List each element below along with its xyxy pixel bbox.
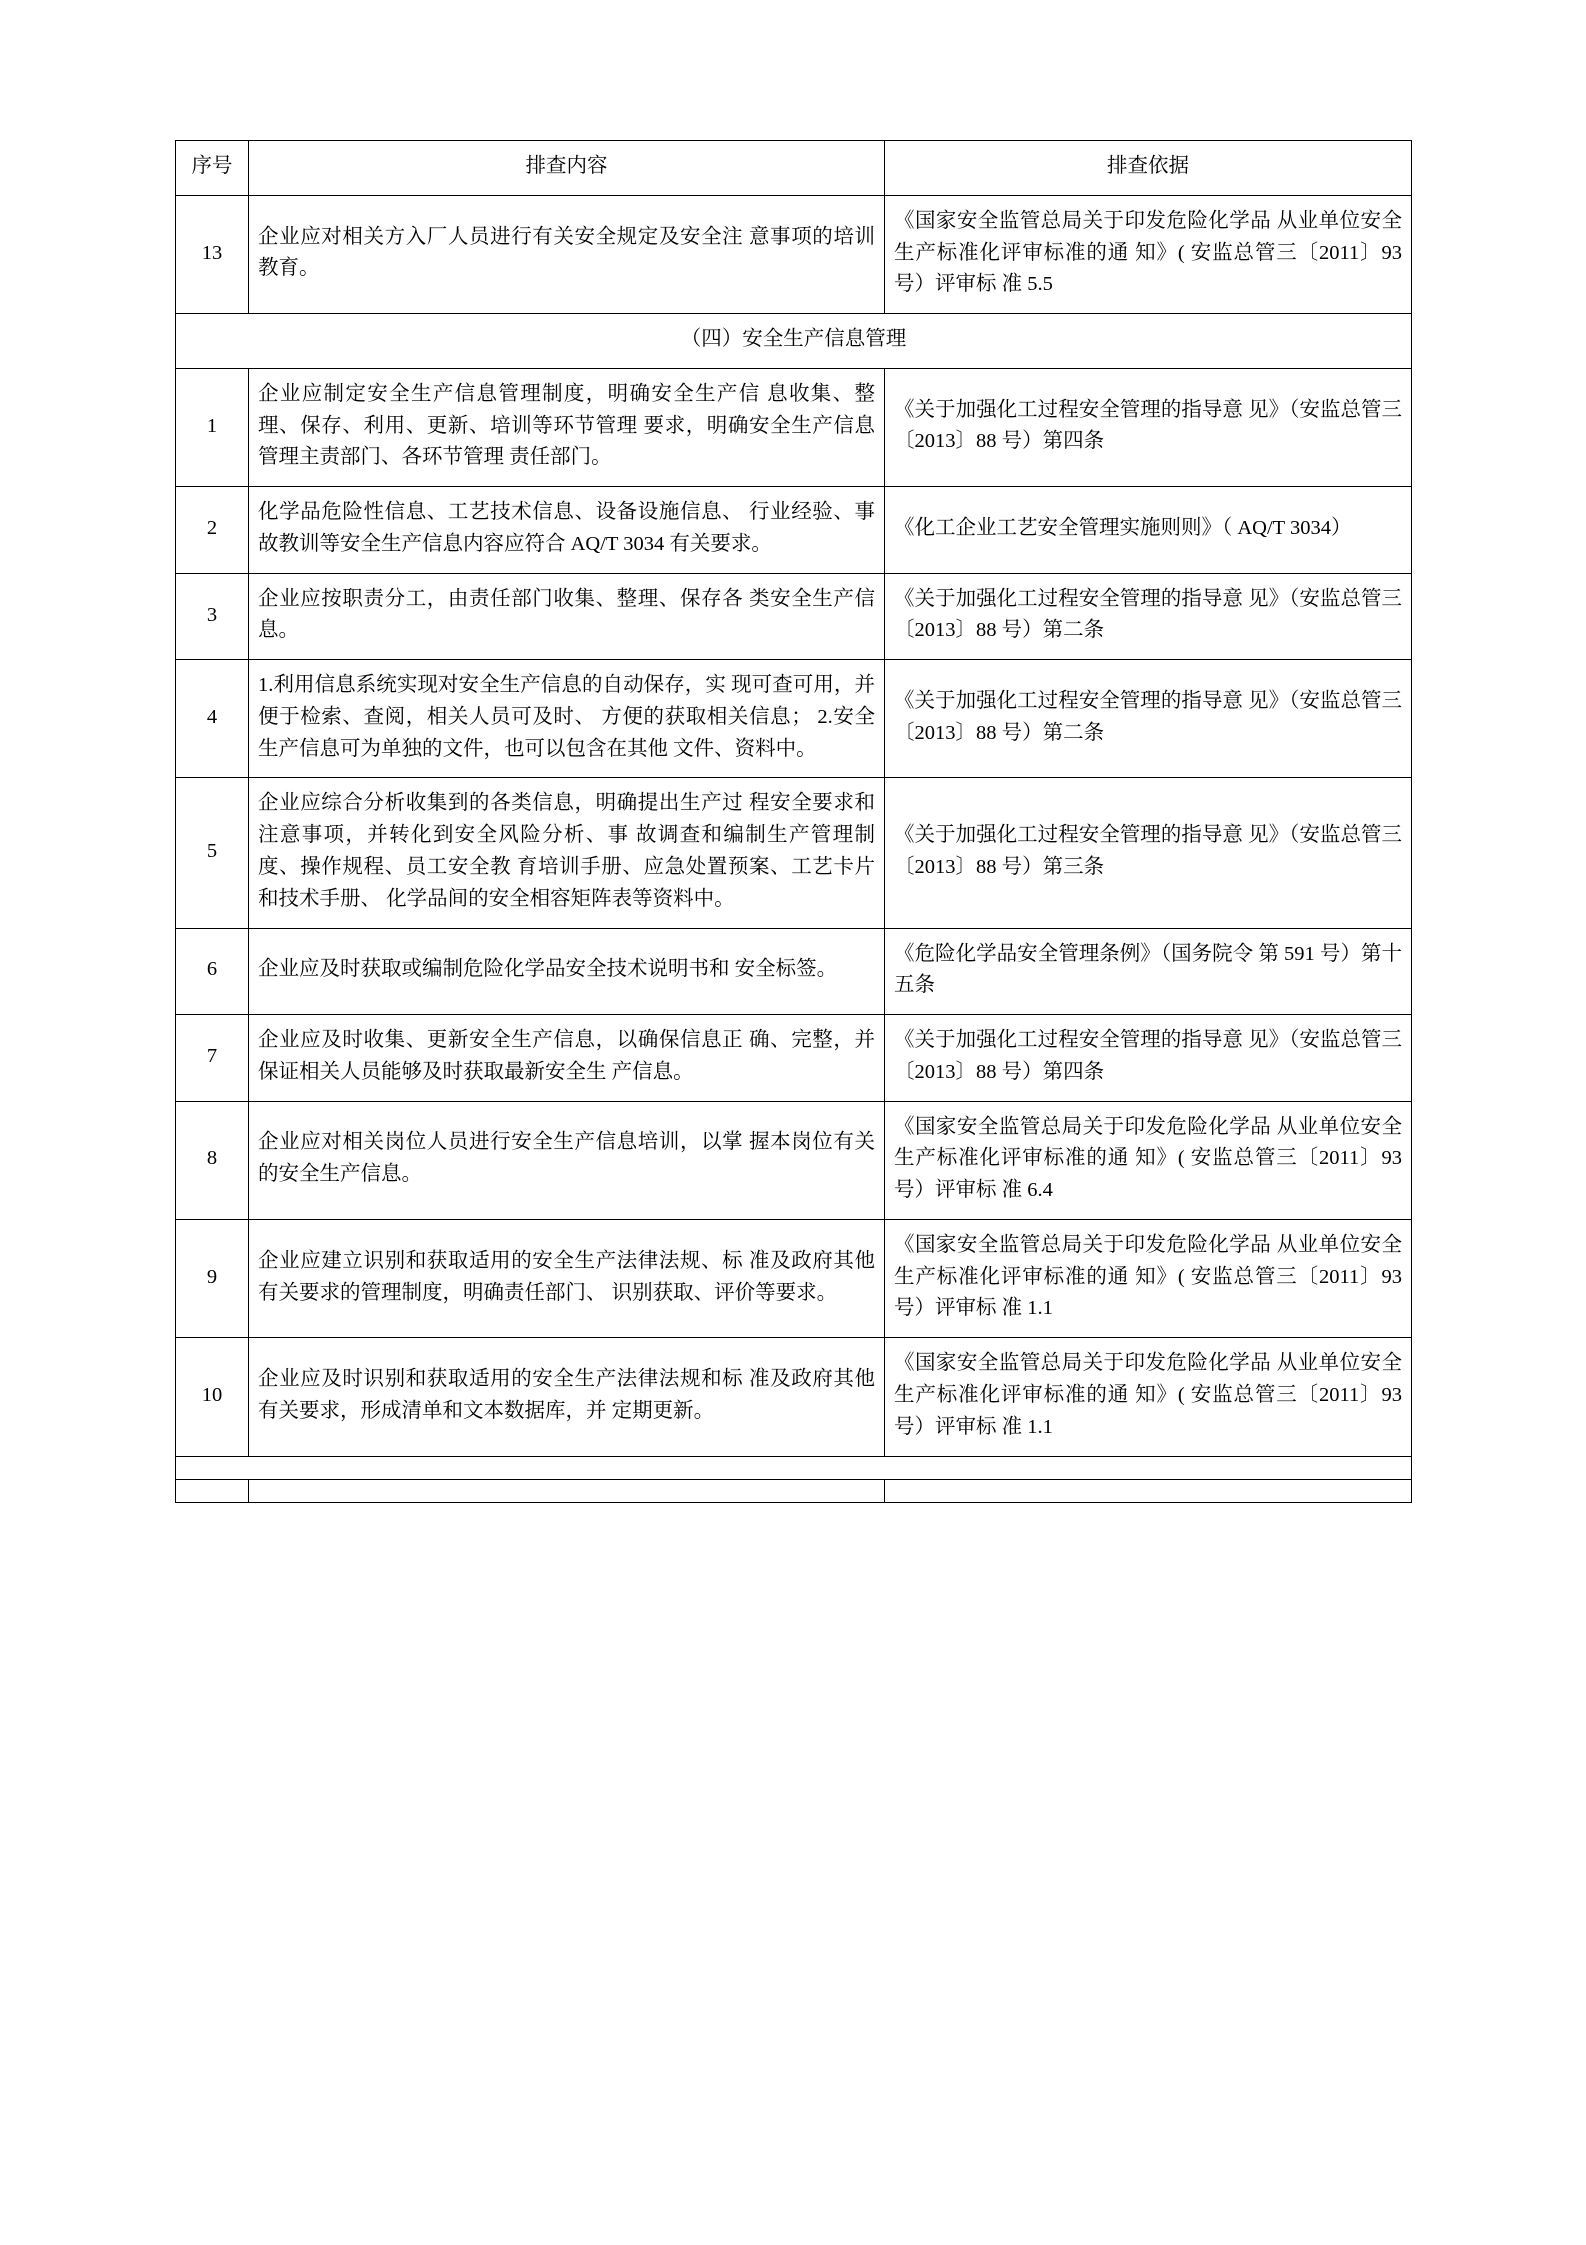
row-content: 企业应及时收集、更新安全生产信息，以确保信息正 确、完整，并保证相关人员能够及时获取最新安全生 产信息。 [249, 1015, 885, 1102]
table-header [176, 141, 1412, 196]
row-no: 7 [176, 1015, 249, 1102]
row-basis [885, 1479, 1412, 1502]
row-content: 企业应及时获取或编制危险化学品安全技术说明书和 安全标签。 [249, 928, 885, 1015]
row-basis: 《国家安全监管总局关于印发危险化学品 从业单位安全生产标准化评审标准的通 知》( 安监总管三〔2011〕93 号）评审标 准 1.1 [885, 1338, 1412, 1456]
table-row [176, 660, 1412, 778]
section-title [176, 1456, 1412, 1479]
table-row [176, 928, 1412, 1015]
row-basis: 《关于加强化工过程安全管理的指导意 见》（安监总管三〔2013〕88 号）第四条 [885, 368, 1412, 486]
row-no: 3 [176, 573, 249, 660]
row-no: 10 [176, 1338, 249, 1456]
table-row [176, 1015, 1412, 1102]
row-no: 1 [176, 368, 249, 486]
row-content: 企业应对相关岗位人员进行安全生产信息培训，以掌 握本岗位有关的安全生产信息。 [249, 1101, 885, 1219]
table-row [176, 778, 1412, 928]
row-basis: 《关于加强化工过程安全管理的指导意 见》（安监总管三〔2013〕88 号）第四条 [885, 1015, 1412, 1102]
row-basis: 《关于加强化工过程安全管理的指导意 见》（安监总管三〔2013〕88 号）第三条 [885, 778, 1412, 928]
table-row [176, 1219, 1412, 1337]
row-content: 1.利用信息系统实现对安全生产信息的自动保存，实 现可查可用，并便于检索、查阅，相关人员可及时、 方便的获取相关信息； 2.安全生产信息可为单独的文件，也可以包含在其他 文件、资料中。 [249, 660, 885, 778]
section-row [176, 314, 1412, 369]
row-basis: 《关于加强化工过程安全管理的指导意 见》（安监总管三〔2013〕88 号）第二条 [885, 660, 1412, 778]
row-basis: 《国家安全监管总局关于印发危险化学品 从业单位安全生产标准化评审标准的通 知》( 安监总管三〔2011〕93 号）评审标 准 1.1 [885, 1219, 1412, 1337]
row-content: 企业应对相关方入厂人员进行有关安全规定及安全注 意事项的培训教育。 [249, 195, 885, 313]
row-no: 2 [176, 487, 249, 574]
header-cell-content: 排查内容 [249, 141, 885, 196]
row-content [249, 1479, 885, 1502]
row-content: 企业应制定安全生产信息管理制度，明确安全生产信 息收集、整理、保存、利用、更新、培训等环节管理 要求，明确安全生产信息管理主责部门、各环节管理 责任部门。 [249, 368, 885, 486]
row-basis: 《关于加强化工过程安全管理的指导意 见》（安监总管三〔2013〕88 号）第二条 [885, 573, 1412, 660]
row-basis: 《化工企业工艺安全管理实施则则》（ AQ/T 3034） [885, 487, 1412, 574]
table-row [176, 573, 1412, 660]
row-basis: 《国家安全监管总局关于印发危险化学品 从业单位安全生产标准化评审标准的通 知》( 安监总管三〔2011〕93 号）评审标 准 5.5 [885, 195, 1412, 313]
table-row [176, 195, 1412, 313]
header-cell-basis: 排查依据 [885, 141, 1412, 196]
row-no: 5 [176, 778, 249, 928]
row-content: 化学品危险性信息、工艺技术信息、设备设施信息、 行业经验、事故教训等安全生产信息内容应符合 AQ/T 3034 有关要求。 [249, 487, 885, 574]
row-no: 6 [176, 928, 249, 1015]
header-cell-no: 序号 [176, 141, 249, 196]
table-row [176, 487, 1412, 574]
row-no: 4 [176, 660, 249, 778]
row-no: 13 [176, 195, 249, 313]
row-no: 8 [176, 1101, 249, 1219]
table-row [176, 1338, 1412, 1456]
row-content: 企业应按职责分工，由责任部门收集、整理、保存各 类安全生产信息。 [249, 573, 885, 660]
table-row [176, 368, 1412, 486]
table-row [176, 1101, 1412, 1219]
section-title: （四）安全生产信息管理 [176, 314, 1412, 369]
section-row [176, 1456, 1412, 1479]
table-row [176, 1479, 1412, 1502]
row-content: 企业应综合分析收集到的各类信息，明确提出生产过 程安全要求和注意事项，并转化到安全风险分析、事 故调查和编制生产管理制度、操作规程、员工安全教 育培训手册、应急处置预案、工艺卡片和技术手册、 化学品间的安全相容矩阵表等资料中。 [249, 778, 885, 928]
row-content: 企业应及时识别和获取适用的安全生产法律法规和标 准及政府其他有关要求，形成清单和文本数据库，并 定期更新。 [249, 1338, 885, 1456]
table-body [176, 195, 1412, 1502]
row-content: 企业应建立识别和获取适用的安全生产法律法规、标 准及政府其他有关要求的管理制度，明确责任部门、 识别获取、评价等要求。 [249, 1219, 885, 1337]
table-header-row [176, 141, 1412, 196]
row-basis: 《危险化学品安全管理条例》（国务院令 第 591 号）第十五条 [885, 928, 1412, 1015]
inspection-table [175, 140, 1412, 1503]
row-no [176, 1479, 249, 1502]
row-no: 9 [176, 1219, 249, 1337]
row-basis: 《国家安全监管总局关于印发危险化学品 从业单位安全生产标准化评审标准的通 知》( 安监总管三〔2011〕93 号）评审标 准 6.4 [885, 1101, 1412, 1219]
